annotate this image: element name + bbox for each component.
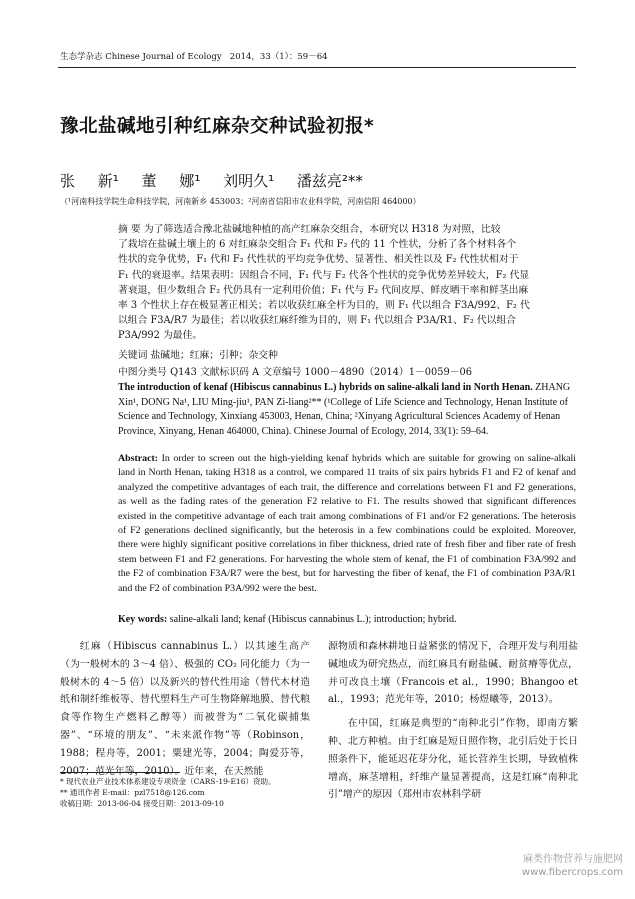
footnotes [60, 776, 275, 809]
english-abstract-label: Abstract: [118, 453, 159, 464]
footnote-contact: ** 通讯作者 E-mail：pzl7518@126.com [60, 788, 205, 797]
journal-name-en: Chinese Journal of Ecology [105, 52, 222, 62]
watermark-url: www.fibercrops.com [521, 867, 623, 878]
affiliation: （¹河南科技学院生命科技学院，河南新乡 453003；²河南省信阳市农业科学院，河南信阳 464000） [60, 197, 421, 206]
abstract-cn-line: 了栽培在盐碱土壤上的 6 对红麻杂交组合 F₁ 代和 F₂ 代的 11 个性状，分析了各个材料各个 [118, 239, 517, 251]
author-list: 张 新¹ 董 娜¹ 刘明久¹ 潘兹亮²** [60, 172, 363, 190]
english-title: The introduction of kenaf (Hibiscus cannabinus L.) hybrids on saline-alkali land in North Henan. [118, 382, 533, 393]
running-header [60, 50, 328, 62]
body-paragraph: 红麻（Hibiscus cannabinus L.）以其速生高产（为一般树木的 3～4 倍）、极强的 CO₂ 同化能力（为一般树木的 4～5 倍）以及新兴的替代性用途（替代木材造纸和制纤维板等、替代塑料生产可生物降解地膜、替代粮食等作物生产燃料乙醇等）而被誉为“二氧化碳捕集器”、“环境的朋友”、“未来派作物”等（Robinson，1988；程舟等，2001；粟建光等，2004；陶爱芬等，2007；范光年等，2010）。近年来，在天然能 [60, 641, 310, 777]
paper-title: 豫北盐碱地引种红麻杂交种试验初报* [60, 116, 375, 137]
body-column-left [60, 638, 310, 780]
issue-info: 2014，33（1）：59－64 [229, 52, 328, 62]
english-abstract [118, 452, 576, 596]
watermark-name: 麻类作物营养与施肥网 [523, 854, 623, 865]
footnote-divider [60, 772, 180, 773]
site-watermark [522, 853, 623, 879]
english-keywords-label: Key words: [118, 614, 168, 625]
journal-name-cn: 生态学杂志 [60, 52, 103, 62]
abstract-cn-line: 率 3 个性状上存在极显著正相关；若以收获红麻全杆为目的，则 F₁ 代以组合 F3A/992、F₂ 代 [118, 300, 530, 312]
abstract-cn-line: 摘 要 为了筛选适合豫北盐碱地种植的高产红麻杂交组合，本研究以 H318 为对照，比较 [118, 224, 501, 235]
footnote-dates: 收稿日期：2013-06-04 接受日期：2013-09-10 [60, 799, 224, 808]
classification-info: 中图分类号 Q143 文献标识码 A 文章编号 1000－4890（2014）1－0059－06 [118, 367, 472, 378]
english-keywords-text: saline-alkali land; kenaf (Hibiscus cannabinus L.); introduction; hybrid. [169, 614, 457, 625]
abstract-cn-line: P3A/992 为最佳。 [118, 330, 203, 342]
header-divider [58, 67, 576, 68]
body-paragraph: 在中国，红麻是典型的“南种北引”作物，即南方繁种、北方种植。由于红麻是短日照作物，北引后处于长日照条件下，能延迟花芽分化，延长营养生长期，导致植株增高，麻茎增粗，纤维产量显著提高，这是红麻“南种北引”增产的原因（郑州市农林科学研 [328, 718, 578, 801]
abstract-cn-line: 性状的竞争优势，F₁ 代和 F₂ 代性状的平均竞争优势、显著性、相关性以及 F₂ 代性状相对于 [118, 254, 519, 266]
body-paragraph: 源物质和森林耕地日益紧张的情况下，合理开发与利用盐碱地成为研究热点，而红麻具有耐盐碱、耐贫瘠等优点，并可改良土壤（Francois et al.，1990；Bhangoo et al.，1993；范光年等，2010；杨煜曦等，2013）。 [328, 641, 578, 706]
abstract-cn-line: 以组合 F3A/R7 为最佳；若以收获红麻纤维为目的，则 F₁ 代以组合 P3A/R1、F₂ 代以组合 [118, 315, 517, 327]
footnote-funding: * 现代农业产业技术体系建设专项资金（CARS-19-E16）资助。 [60, 777, 276, 786]
english-keywords [118, 614, 457, 625]
english-citation [118, 381, 576, 439]
abstract-cn-line: 著衰退，但少数组合 F₂ 代仍具有一定利用价值；F₁ 代与 F₂ 代间皮厚、鲜皮晒干率和鲜茎出麻 [118, 284, 529, 296]
keywords-cn: 关键词 盐碱地；红麻；引种；杂交种 [118, 350, 278, 361]
english-abstract-text: In order to screen out the high-yielding kenaf hybrids which are suitable for growing on saline-alkali land in North Henan, taking H318 as a control, we compared 11 traits of six pairs hybrids F1 and F2 of kenaf and analyzed the competitive advantages of each trait, the difference and correlations between F1 and F2 generations, as well as the fading rates of the generation F2 relative to F1. The results showed that significant differences existed in the competitive advantage of each trait among combinations of F1 and/or F2 generations. The heterosis of F2 generations declined significantly, but the heterosis in a few combinations could be exploited. Moreover, there were highly significant positive correlations in fiber thickness, dried rate of fresh fiber and fiber rate of fresh stem between F1 and F2 generations. For harvesting the whole stem of kenaf, the F1 of combination F3A/992 and the F2 of combination F3A/R7 were the best, but for harvesting the fiber of kenaf, the F1 of combination P3A/R1 and the F2 of combination P3A/992 were the best. [118, 453, 577, 594]
body-column-right [328, 638, 578, 804]
abstract-cn [118, 222, 573, 344]
english-authors: ZHANG Xin¹, DONG Na¹, LIU Ming-jiu¹, PAN Zi-liang²** (¹College of Life Science and Technology, Henan Institute of Science and Technology, Xinxiang 453003, Henan, China; ²Xinyang Agricultural Sciences Academy of Henan Province, Xinyang, Henan 464000, China). Chinese Journal of Ecology, 2014, 33(1): 59–64. [118, 382, 571, 437]
abstract-cn-line: F₁ 代的衰退率。结果表明：因组合不同，F₁ 代与 F₂ 代各个性状的竞争优势差异较大，F₂ 代显 [118, 269, 530, 281]
